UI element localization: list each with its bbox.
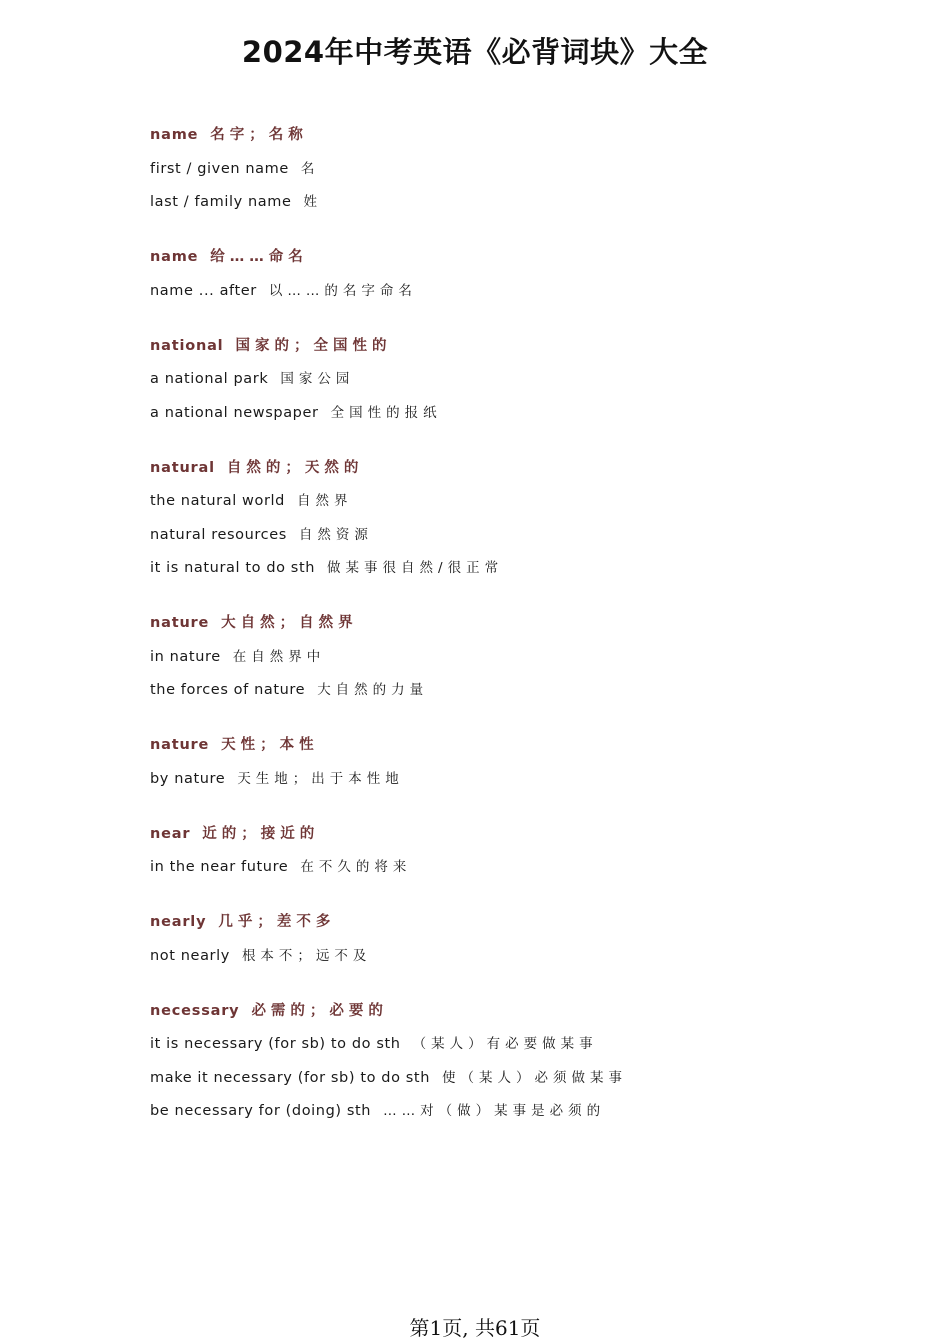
page-number: 第1页, 共61页	[409, 1316, 541, 1340]
vocab-entry	[150, 335, 910, 425]
phrase-chinese: 国家公园	[280, 371, 355, 387]
phrase-english: the forces of nature	[150, 682, 306, 698]
phrase-english: the natural world	[150, 493, 285, 509]
phrase-english: it is necessary (for sb) to do sth	[150, 1036, 401, 1052]
phrase-line	[150, 490, 910, 513]
phrase-line	[150, 679, 910, 702]
phrase-english: make it necessary (for sb) to do sth	[150, 1069, 431, 1086]
phrase-line	[150, 856, 910, 879]
entry-meaning: 自然的；天然的	[226, 459, 364, 476]
phrase-line	[150, 524, 910, 547]
entry-heading	[150, 335, 910, 358]
entry-term: nearly	[150, 914, 207, 930]
phrase-line	[150, 646, 910, 669]
phrase-line	[150, 1100, 910, 1123]
phrase-line	[150, 557, 910, 580]
entry-term: near	[150, 825, 191, 842]
phrase-line	[150, 191, 910, 214]
vocab-entry	[150, 246, 910, 303]
entry-heading	[150, 734, 910, 757]
phrase-chinese: 名	[300, 160, 320, 177]
phrase-chinese: 以……的名字命名	[268, 282, 417, 299]
entry-term: natural	[150, 459, 215, 476]
phrase-chinese: 全国性的报纸	[330, 404, 442, 421]
entry-heading	[150, 911, 910, 934]
phrase-chinese: 天生地；出于本性地	[237, 770, 404, 787]
entry-heading	[150, 612, 910, 635]
entry-term: name	[150, 249, 199, 265]
entry-term: nature	[150, 737, 210, 753]
phrase-line	[150, 402, 910, 425]
phrase-english: in nature	[150, 648, 221, 665]
phrase-english: be necessary for (doing) sth	[150, 1103, 372, 1119]
entry-meaning: 必需的；必要的	[251, 1002, 388, 1019]
entry-meaning: 近的；接近的	[202, 825, 320, 842]
entry-heading	[150, 457, 910, 480]
phrase-english: natural resources	[150, 526, 287, 543]
phrase-chinese: 在不久的将来	[300, 859, 412, 875]
phrase-chinese: 使（某人）必须做某事	[442, 1069, 628, 1086]
phrase-line	[150, 1067, 910, 1090]
vocab-entry	[150, 823, 910, 880]
phrase-english: by nature	[150, 770, 226, 787]
vocab-entry	[150, 911, 910, 968]
phrase-english: a national park	[150, 371, 269, 387]
vocab-entry	[150, 612, 910, 702]
entry-meaning: 给……命名	[210, 249, 308, 265]
entry-meaning: 几乎；差不多	[218, 914, 336, 930]
phrase-line	[150, 280, 910, 303]
vocabulary-list	[150, 124, 910, 1155]
phrase-line	[150, 768, 910, 791]
vocab-entry	[150, 457, 910, 581]
phrase-chinese: 自然资源	[298, 526, 373, 543]
phrase-chinese: ……对（做）某事是必须的	[383, 1103, 606, 1119]
vocab-entry	[150, 1000, 910, 1124]
entry-meaning: 天性；本性	[221, 737, 319, 753]
phrase-line	[150, 945, 910, 968]
entry-meaning: 大自然；自然界	[221, 615, 358, 631]
phrase-english: a national newspaper	[150, 404, 319, 421]
phrase-english: name ... after	[150, 282, 257, 299]
entry-term: national	[150, 337, 224, 354]
phrase-chinese: 根本不；远不及	[241, 947, 372, 964]
phrase-english: it is natural to do sth	[150, 560, 316, 576]
phrase-chinese: 做某事很自然/很正常	[327, 560, 504, 576]
entry-term: necessary	[150, 1002, 240, 1019]
phrase-english: last / family name	[150, 194, 292, 210]
entry-heading	[150, 246, 910, 269]
entry-meaning: 名字；名称	[210, 127, 308, 143]
phrase-english: in the near future	[150, 859, 289, 875]
entry-heading	[150, 823, 910, 846]
phrase-english: not nearly	[150, 947, 230, 964]
entry-meaning: 国家的；全国性的	[235, 337, 392, 354]
entry-heading	[150, 1000, 910, 1023]
phrase-chinese: 在自然界中	[232, 648, 326, 665]
vocab-entry	[150, 734, 910, 791]
phrase-chinese: 姓	[303, 194, 323, 210]
entry-heading	[150, 124, 910, 147]
entry-term: name	[150, 127, 199, 143]
vocab-entry	[150, 124, 910, 214]
phrase-chinese: 大自然的力量	[317, 682, 429, 698]
phrase-line	[150, 1033, 910, 1056]
phrase-line	[150, 158, 910, 181]
entry-term: nature	[150, 615, 210, 631]
page-title: 2024年中考英语《必背词块》大全	[241, 35, 709, 69]
phrase-chinese: （某人）有必要做某事	[412, 1036, 598, 1052]
phrase-line	[150, 368, 910, 391]
phrase-chinese: 自然界	[296, 493, 353, 509]
phrase-english: first / given name	[150, 160, 289, 177]
